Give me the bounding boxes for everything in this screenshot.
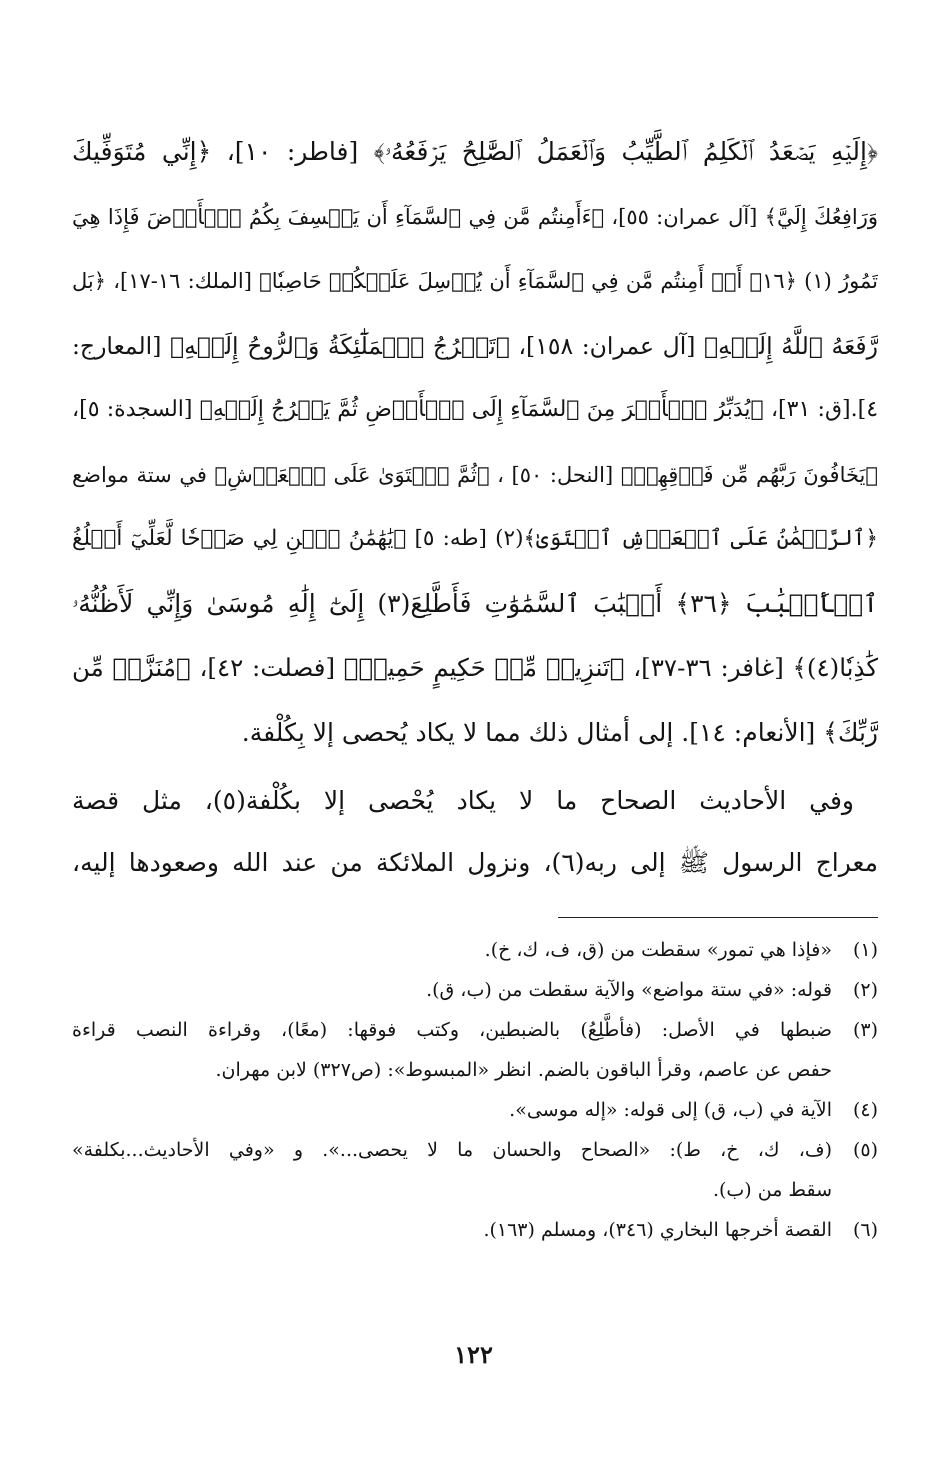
main-line: ٱلۡأَسۡبَٰبَ ﴿٣٦﴾ أَسۡبَٰبَ ٱلسَّمَٰوَٰتِ فَأَطَّلِعَ(٣) إِلَىٰٓ إِلَٰهِ مُوسَىٰ وَإِنِّي لَأَظُنُّهُۥ xyxy=(72,588,878,618)
footnote xyxy=(72,1010,878,1090)
footnote-divider xyxy=(558,917,878,918)
paragraph-line: معراج الرسول ﷺ إلى ربه(٦)، ونزول الملائكة من عند الله وصعودها إليه، xyxy=(72,848,878,877)
footnote-text: ضبطها في الأصل: (فأطَّلِعُ) بالضبطين، وكتب فوقها: (معًا)، وقراءة النصب قراءة xyxy=(72,1019,832,1041)
main-line: ﴿إِلَيۡهِ يَصۡعَدُ ٱلۡكَلِمُ ٱلطَّيِّبُ وَٱلۡعَمَلُ ٱلصَّٰلِحُ يَرۡفَعُهُۥ﴾ [فاطر: ١٠]، ﴿إِنِّي مُتَوَفِّيكَ xyxy=(72,137,878,166)
footnote-text: قوله: «في ستة مواضع» والآية سقطت من (ب، ق). xyxy=(426,979,832,1001)
main-line: ﴿يَخَافُونَ رَبَّهُم مِّن فَوۡقِهِمۡ﴾ [النحل: ٥٠] ، ﴿ثُمَّ ٱسۡتَوَىٰ عَلَى ٱلۡعَرۡشِ﴾ في ستة مواضع xyxy=(72,462,878,487)
footnote-number: (٣) xyxy=(852,1019,878,1041)
footnote xyxy=(72,970,878,1010)
second-paragraph xyxy=(72,770,878,894)
footnote-number: (١) xyxy=(852,939,878,961)
main-line: وَرَافِعُكَ إِلَيَّ﴾ [آل عمران: ٥٥]، ﴿ءَأَمِنتُم مَّن فِي ٱلسَّمَآءِ أَن يَخۡسِفَ بِكُمُ ٱلۡأَرۡضَ فَإِذَا هِيَ xyxy=(72,204,878,229)
main-line: ﴿ٱلرَّحۡمَٰنُ عَلَى ٱلۡعَرۡشِ ٱسۡتَوَىٰ﴾(٢) [طه: ٥] ﴿يَٰهَٰمَٰنُ ٱبۡنِ لِي صَرۡحٗا لَّعَلِّيٓ أَبۡلُغُ xyxy=(72,526,878,551)
footnote-text: حفص عن عاصم، وقرأ الباقون بالضم. انظر «المبسوط»: (ص٣٢٧) لابن مهران. xyxy=(215,1059,832,1081)
footnote-text: «فإذا هي تمور» سقطت من (ق، ف، ك، خ). xyxy=(484,939,832,961)
main-line-last: رَّبِّكَ﴾ [الأنعام: ١٤]. إلى أمثال ذلك مما لا يكاد يُحصى إلا بِكُلْفة. xyxy=(241,717,878,747)
footnote-text: (ف، ك، خ، ط): «الصحاح والحسان ما لا يحصى...». و «وفي الأحاديث...بكلفة» xyxy=(72,1139,832,1161)
footnotes-section xyxy=(72,930,878,1250)
footnote-number: (٢) xyxy=(852,979,878,1001)
footnote-number: (٦) xyxy=(852,1219,878,1241)
main-line: رَّفَعَهُ ٱللَّهُ إِلَيۡهِ﴾ [آل عمران: ١٥٨]، ﴿تَعۡرُجُ ٱلۡمَلَٰٓئِكَةُ وَٱلرُّوحُ إِلَيۡهِ﴾ [المعارج: xyxy=(72,331,878,360)
footnote xyxy=(72,930,878,970)
footnote xyxy=(72,1130,878,1210)
main-line: كَٰذِبٗا(٤)﴾ [غافر: ٣٦-٣٧]، ﴿تَنزِيلٞ مِّنۡ حَكِيمٍ حَمِيدٖ﴾ [فصلت: ٤٢]، ﴿مُنَزَّلٞ مِّن xyxy=(72,653,878,682)
footnote xyxy=(72,1210,878,1250)
main-line: تَمُورُ (١) ﴿١٦﴾ أَمۡ أَمِنتُم مَّن فِي ٱلسَّمَآءِ أَن يُرۡسِلَ عَلَيۡكُمۡ حَاصِبٗا﴾ [الملك: ١٦-١٧]، ﴿بَل xyxy=(72,269,878,293)
page-number: ١٢٢ xyxy=(454,1340,493,1369)
footnote-number: (٥) xyxy=(852,1139,878,1161)
paragraph-line: وفي الأحاديث الصحاح ما لا يكاد يُحْصى إلا بكُلْفة(٥)، مثل قصة xyxy=(72,786,854,815)
main-line: ٤].[ق: ٣١]، ﴿يُدَبِّرُ ٱلۡأَمۡرَ مِنَ ٱلسَّمَآءِ إِلَى ٱلۡأَرۡضِ ثُمَّ يَعۡرُجُ إِلَيۡهِ﴾ [السجدة: ٥]، xyxy=(72,397,878,422)
footnote-number: (٤) xyxy=(852,1099,878,1121)
footnote xyxy=(72,1090,878,1130)
footnote-text: سقط من (ب). xyxy=(712,1179,832,1201)
footnote-text: الآية في (ب، ق) إلى قوله: «إله موسى». xyxy=(509,1099,832,1121)
main-text-block xyxy=(72,120,878,765)
footnote-text: القصة أخرجها البخاري (٣٤٦)، ومسلم (١٦٣). xyxy=(483,1219,832,1241)
